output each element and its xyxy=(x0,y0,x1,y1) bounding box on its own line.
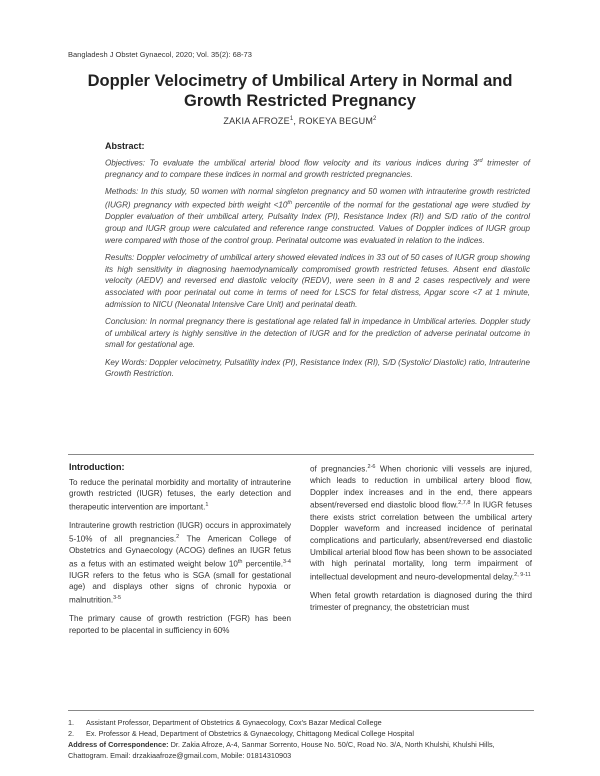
ordinal-superscript: th xyxy=(237,558,243,565)
abstract-block xyxy=(105,141,530,386)
intro-p2-text: percentile. xyxy=(242,559,284,569)
footnote-divider xyxy=(68,710,534,711)
abstract-keywords: Key Words: Doppler velocimetry, Pulsatility index (PI), Resistance Index (RI), S/D (Systolic/ Diastolic) ratio, Intrauterine Growth Restriction. xyxy=(105,357,530,379)
intro-paragraph-2 xyxy=(69,520,291,606)
footnote-1 xyxy=(68,717,534,728)
right-p1-text: of pregnancies. xyxy=(310,464,368,474)
right-p1-text: When chorionic villi vessels are injured, which leads to reduction in umbilical artery blood flow, Doppler index increases and in the end, there appears absent/reversed end diastolic blood flow. xyxy=(310,464,532,511)
author-separator: , xyxy=(293,116,299,126)
right-paragraph-1 xyxy=(310,462,532,583)
citation-ref: 2-6 xyxy=(367,464,376,470)
correspondence-text: Dr. Zakia Afroze, A-4, Sanmar Sorrento, House No. 50/C, Road No. 3/A, North Khulshi, Khulshi Hills, Chattogram. Email: drzakiaafroze@gmail.com, Mobile: 01814310903 xyxy=(68,740,495,760)
citation-ref: 1 xyxy=(205,501,209,508)
left-column xyxy=(69,462,291,643)
objectives-text: Objectives: To evaluate the umbilical arterial blood flow velocity and its various indices during 3 xyxy=(105,158,478,168)
right-p1-text: In IUGR fetuses there exists strict correlation between the umbilical artery Doppler waveform and increased incidence of perinatal complications and particularly, absent/reversed end diastolic Umbilical arterial blood flow has been shown to be associated with high perinatal mortality, long term impairment of intellectual development and neuro-developmental delay. xyxy=(310,501,532,582)
citation-ref: 3-5 xyxy=(113,595,122,601)
abstract-heading: Abstract: xyxy=(105,141,145,151)
intro-p2-text: Intrauterine growth restriction (IUGR) occurs in approximately 5-10% of all pregnancies. xyxy=(69,521,291,544)
correspondence-label: Address of Correspondence: xyxy=(68,740,169,749)
citation-ref: 2 xyxy=(176,533,180,540)
title-line-1: Doppler Velocimetry of Umbilical Artery in Normal and xyxy=(87,72,513,90)
footnotes xyxy=(68,717,534,761)
right-column xyxy=(310,462,532,620)
title-line-2: Growth Restricted Pregnancy xyxy=(184,92,416,110)
objectives-superscript: rd xyxy=(477,157,483,164)
footnote-number: 2. xyxy=(68,729,75,738)
abstract-results: Results: Doppler velocimetry of umbilical artery showed elevated indices in 33 out of 50 cases of IUGR group showing its high sensitivity in diagnosing haemodynamically compromised growth restricted fetuses. Absent end diastolic velocity (AEDV) and reversed end diastolic velocity (REDV), were seen in 8 and 2 cases respectively and were associated with poor perinatal out come in terms of need for LSCS for fetal distress, Apgar score <7 at 1 minute, admission to NICU (Neonatal Intensive Care Unit) and perinatal death. xyxy=(105,253,530,309)
objectives-text-cont: trimester of pregnancy and to compare these indices in normal and growth restricted pregnancies. xyxy=(105,158,530,179)
methods-text: Methods: In this study, 50 women with normal singleton pregnancy and 50 women with intrauterine growth restricted (IUGR) pregnancy with expected birth weight <10 xyxy=(105,187,530,210)
abstract-conclusion: Conclusion: In normal pregnancy there is gestational age related fall in impedance in Umbilical arteries. Doppler study of umbilical artery is highly sensitive in the detection of IUGR and for the prediction of adverse perinatal outcome in small for gestational age. xyxy=(105,317,530,350)
citation-ref: 2, 9-11 xyxy=(514,571,531,578)
right-paragraph-2: When fetal growth retardation is diagnosed during the third trimester of pregnancy, the obstetrician must xyxy=(310,591,532,612)
author-2-affiliation: 2 xyxy=(373,116,377,122)
author-list xyxy=(60,116,540,126)
journal-citation: Bangladesh J Obstet Gynaecol, 2020; Vol. 35(2): 68-73 xyxy=(68,50,252,59)
intro-p2-text: IUGR refers to the fetus who is SGA (small for gestational age) and displays other signs of chronic hypoxia or malnutrition. xyxy=(69,570,291,605)
author-1: ZAKIA AFROZE xyxy=(223,116,290,126)
footnote-2 xyxy=(68,728,534,739)
footnote-text: Ex. Professor & Head, Department of Obstetrics & Gynaecology, Chittagong Medical College Hospital xyxy=(86,729,414,738)
footnote-text: Assistant Professor, Department of Obstetrics & Gynaecology, Cox's Bazar Medical College xyxy=(86,718,382,727)
methods-text-cont: percentile of the normal for the gestational age were studied by Doppler evaluation of their umbilical artery, Pulsality Index (PI), Resistance Index (RI) and S/D ratio of the control group and IUGR group were calculated and reference range constructed. Values of Doppler indices of IUGR group were compared with those of the control group. Perinatal outcome was evaluated in relation to the indices. xyxy=(105,200,530,245)
footnote-number: 1. xyxy=(68,718,75,727)
citation-ref: 3-4 xyxy=(283,558,291,565)
introduction-heading: Introduction: xyxy=(69,462,125,472)
abstract-methods xyxy=(105,186,530,246)
intro-p1-text: To reduce the perinatal morbidity and mortality of intrauterine growth restricted (IUGR) fetuses, the early detection and therapeutic intervention are important. xyxy=(69,477,291,512)
author-1-affiliation: 1 xyxy=(289,116,294,122)
citation-ref: 2,7,8 xyxy=(458,500,471,507)
abstract-objectives xyxy=(105,156,530,181)
intro-paragraph-3: The primary cause of growth restriction (FGR) has been reported to be placental in sufficiency in 60% xyxy=(69,614,291,635)
intro-p2-text: The American College of Obstetrics and Gynaecology (ACOG) defines an IUGR fetus as a fetus with an estimated weight below 10 xyxy=(69,534,291,569)
methods-superscript: th xyxy=(287,200,293,207)
abstract-divider xyxy=(68,454,534,455)
intro-paragraph-1 xyxy=(69,477,291,513)
correspondence-address xyxy=(68,739,534,761)
author-2: ROKEYA BEGUM xyxy=(298,116,374,126)
paper-title xyxy=(60,71,540,111)
